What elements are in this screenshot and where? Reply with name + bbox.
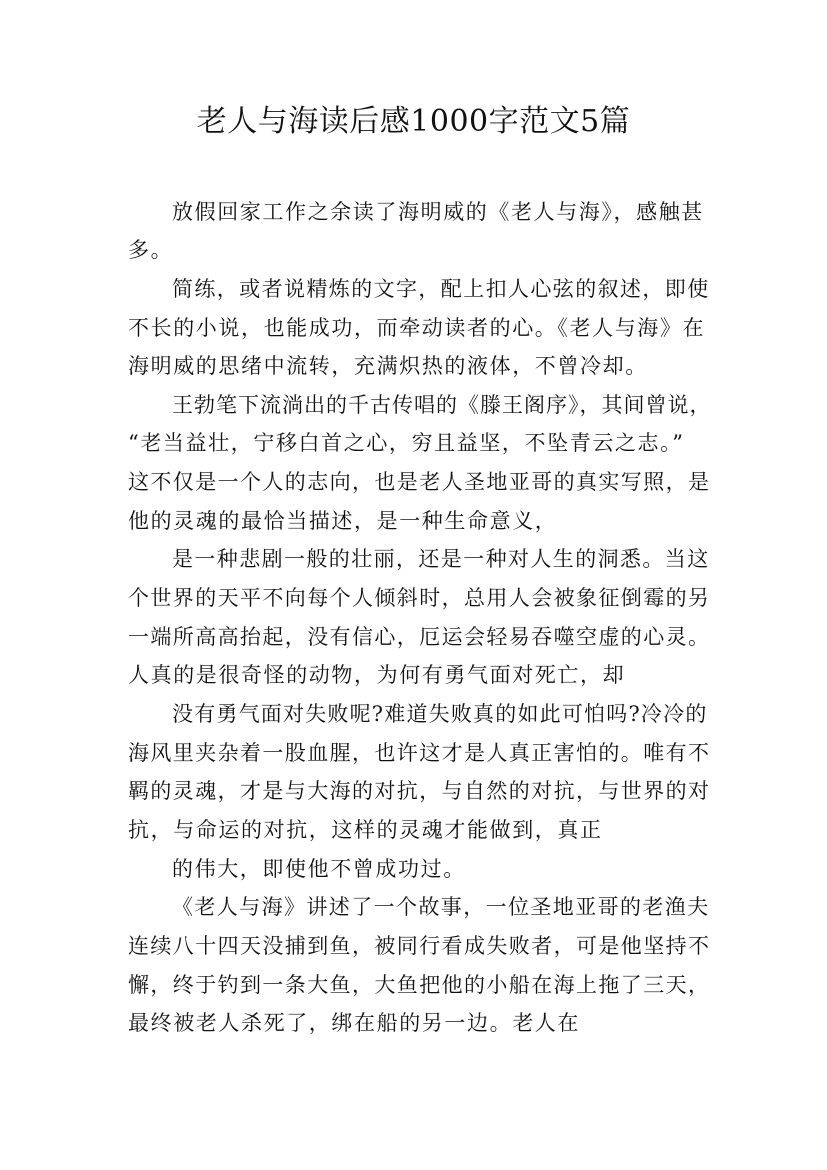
text-line: 是一种悲剧一般的壮丽，还是一种对人生的洞悉。当这 xyxy=(172,547,710,571)
text-line: 连续八十四天没捕到鱼，被同行看成失败者，可是他坚持不 xyxy=(128,934,711,958)
text-line: 一端所高高抬起，没有信心，厄运会轻易吞噬空虚的心灵。 xyxy=(128,625,711,649)
text-line: 他的灵魂的最恰当描述，是一种生命意义， xyxy=(128,509,558,533)
text-line: 简练，或者说精炼的文字，配上扣人心弦的叙述，即使 xyxy=(172,277,710,301)
text-line: 放假回家工作之余读了海明威的《老人与海》，感触甚 xyxy=(172,200,704,224)
text-line: 王勃笔下流淌出的千古传唱的《滕王阁序》，其间曾说， xyxy=(172,393,712,417)
text-line: 多。 xyxy=(128,238,174,262)
text-line: “老当益壮，宁移白首之心，穷且益坚，不坠青云之志。” xyxy=(128,431,685,455)
text-line: 最终被老人杀死了，绑在船的另一边。老人在 xyxy=(128,1011,580,1035)
text-line: 抗，与命运的对抗，这样的灵魂才能做到，真正 xyxy=(128,818,603,842)
text-line: 人真的是很奇怪的动物，为何有勇气面对死亡，却 xyxy=(128,663,626,687)
text-line: 这不仅是一个人的志向，也是老人圣地亚哥的真实写照，是 xyxy=(128,470,711,494)
text-line: 海风里夹杂着一股血腥，也许这才是人真正害怕的。唯有不 xyxy=(128,741,711,765)
text-line: 懈，终于钓到一条大鱼，大鱼把他的小船在海上拖了三天， xyxy=(128,973,711,997)
text-line: 的伟大，即使他不曾成功过。 xyxy=(172,857,466,881)
text-line: 海明威的思绪中流转，充满炽热的液体，不曾冷却。 xyxy=(128,354,648,378)
text-line: 个世界的天平不向每个人倾斜时，总用人会被象征倒霉的另 xyxy=(128,586,711,610)
text-line: 没有勇气面对失败呢?难道失败真的如此可怕吗?冷冷的 xyxy=(172,702,708,726)
text-line: 《老人与海》讲述了一个故事，一位圣地亚哥的老渔夫 xyxy=(172,895,710,919)
document-title: 老人与海读后感1000字范文5篇 xyxy=(196,104,631,139)
text-line: 羁的灵魂，才是与大海的对抗，与自然的对抗，与世界的对 xyxy=(128,779,711,803)
text-line: 不长的小说，也能成功，而牵动读者的心。《老人与海》在 xyxy=(128,316,706,340)
